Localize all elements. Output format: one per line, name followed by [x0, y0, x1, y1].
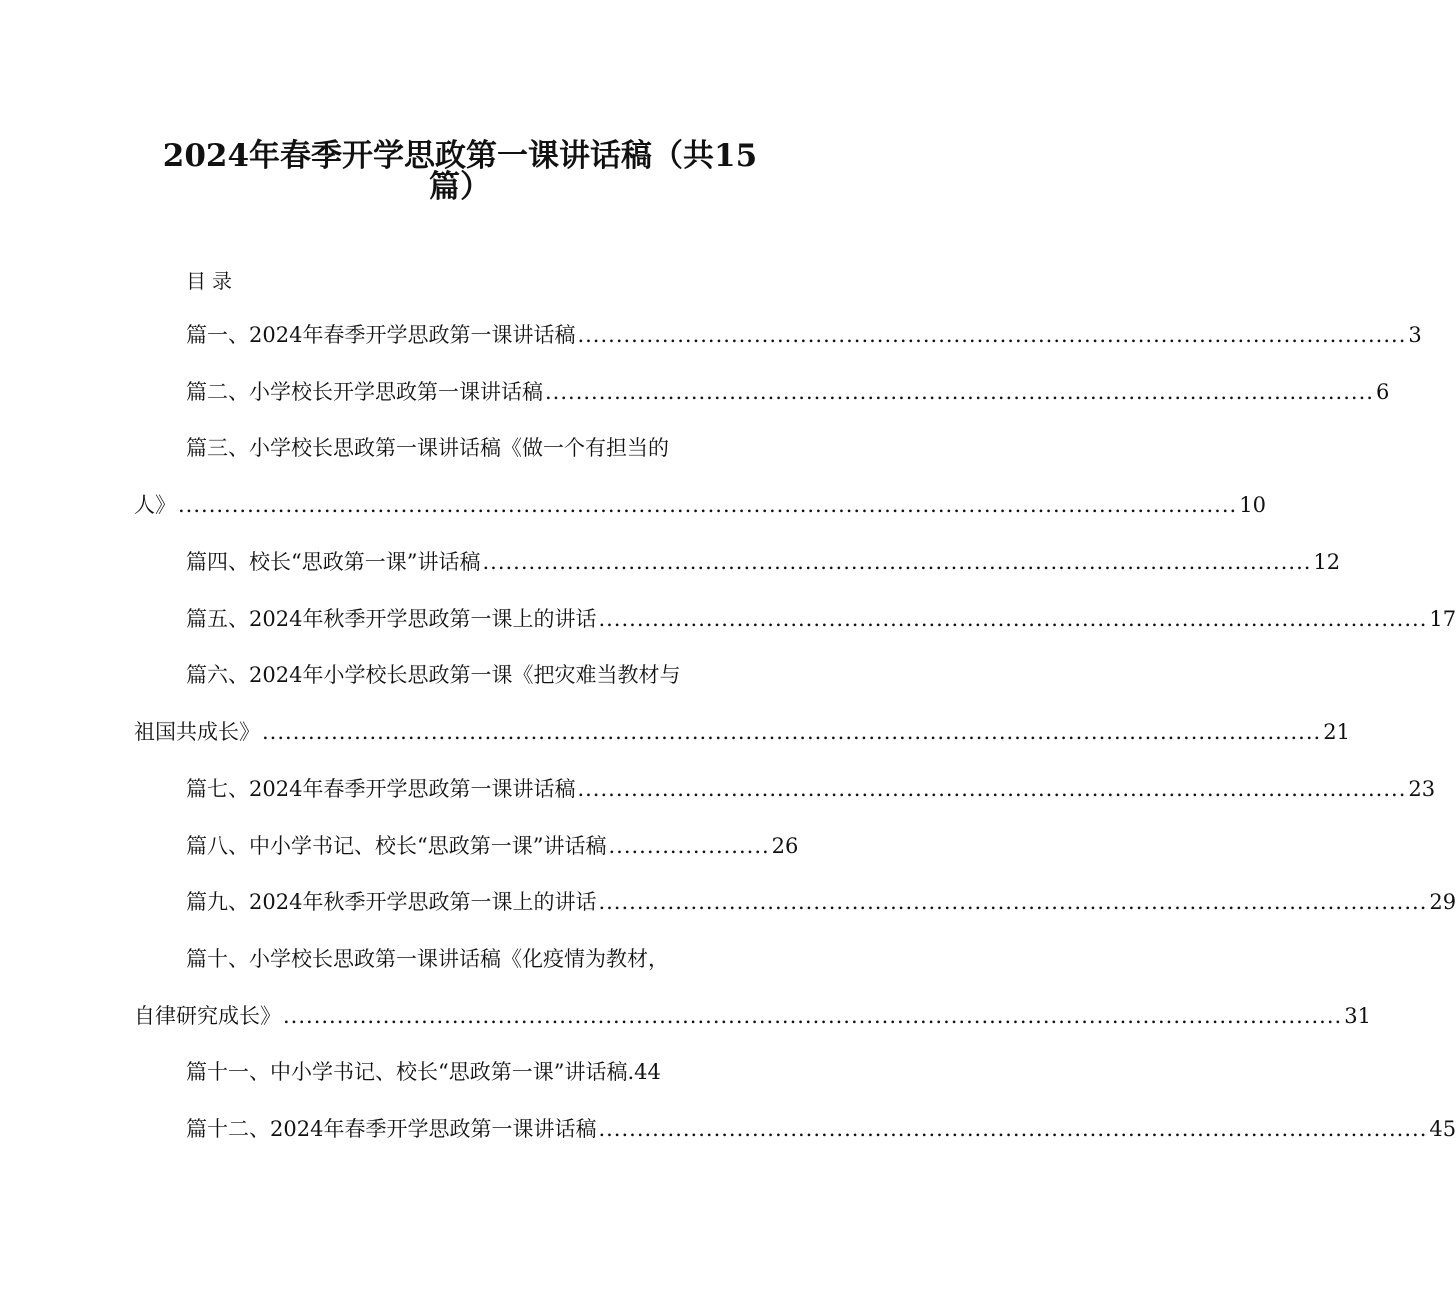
toc-entry-title[interactable]: 篇九、2024年秋季开学思政第一课上的讲话 — [186, 890, 597, 914]
toc-entry-title[interactable]: 篇一、2024年春季开学思政第一课讲话稿 — [186, 323, 576, 347]
toc-entry-title-line1[interactable]: 篇六、2024年小学校长思政第一课《把灾难当教材与 — [186, 663, 681, 687]
toc-entry-title-line2[interactable]: 人》 — [134, 493, 176, 517]
toc-entry-title[interactable]: 篇八、中小学书记、校长“思政第一课”讲话稿 — [186, 834, 607, 858]
toc-heading: 目录 — [186, 269, 238, 293]
toc-page-number: 17 — [1429, 607, 1456, 631]
toc-page-number: 44 — [634, 1060, 661, 1084]
document-title-line2: 篇） — [429, 169, 491, 205]
toc-leader-dots: ............................................................................................................ — [577, 777, 1407, 801]
toc-page-number: 26 — [771, 834, 799, 858]
toc-leader-dots: ............................................................................................................ — [598, 890, 1428, 914]
toc-page-number: 29 — [1429, 890, 1456, 914]
toc-leader-dots: ............................................................................................................ — [545, 380, 1374, 404]
toc-leader-dots: .......................................................................................................................................... — [178, 493, 1238, 517]
toc-page-number: 21 — [1323, 720, 1350, 744]
toc-entry-title-line1[interactable]: 篇三、小学校长思政第一课讲话稿《做一个有担当的 — [186, 436, 669, 460]
toc-entry-title-line2[interactable]: 祖国共成长》 — [134, 720, 260, 744]
toc-page-number: 3 — [1408, 323, 1422, 347]
toc-entry-title-line2[interactable]: 自律研究成长》 — [134, 1004, 281, 1028]
toc-page-number: 45 — [1429, 1117, 1456, 1141]
toc-leader-dots: ............................................................................................................ — [577, 323, 1407, 347]
toc-page-number: 31 — [1344, 1004, 1371, 1028]
toc-entry-title[interactable]: 篇十一、中小学书记、校长“思政第一课”讲话稿 — [186, 1060, 628, 1084]
toc-entry-title[interactable]: 篇二、小学校长开学思政第一课讲话稿 — [186, 380, 543, 404]
toc-leader-dots: ............................................................................................................ — [598, 607, 1428, 631]
toc-leader-dots: . — [627, 1060, 635, 1084]
document-title-line1: 2024年春季开学思政第一课讲话稿（共15 — [162, 138, 758, 174]
toc-leader-dots: ..................... — [608, 834, 770, 858]
toc-entry-title[interactable]: 篇四、校长“思政第一课”讲话稿 — [186, 550, 481, 574]
toc-page-number: 10 — [1239, 493, 1266, 517]
toc-entry-title[interactable]: 篇五、2024年秋季开学思政第一课上的讲话 — [186, 607, 597, 631]
toc-entry-title-line1[interactable]: 篇十、小学校长思政第一课讲话稿《化疫情为教材， — [186, 947, 669, 971]
toc-page-number: 23 — [1408, 777, 1436, 801]
toc-leader-dots: .......................................................................................................................................... — [283, 1004, 1343, 1028]
toc-page-number: 6 — [1375, 380, 1390, 404]
toc-page-number: 12 — [1313, 550, 1341, 574]
toc-entry-title[interactable]: 篇十二、2024年春季开学思政第一课讲话稿 — [186, 1117, 597, 1141]
toc-leader-dots: .......................................................................................................................................... — [262, 720, 1322, 744]
toc-entry-title[interactable]: 篇七、2024年春季开学思政第一课讲话稿 — [186, 777, 576, 801]
toc-leader-dots: ............................................................................................................ — [482, 550, 1312, 574]
toc-leader-dots: ............................................................................................................ — [598, 1117, 1428, 1141]
